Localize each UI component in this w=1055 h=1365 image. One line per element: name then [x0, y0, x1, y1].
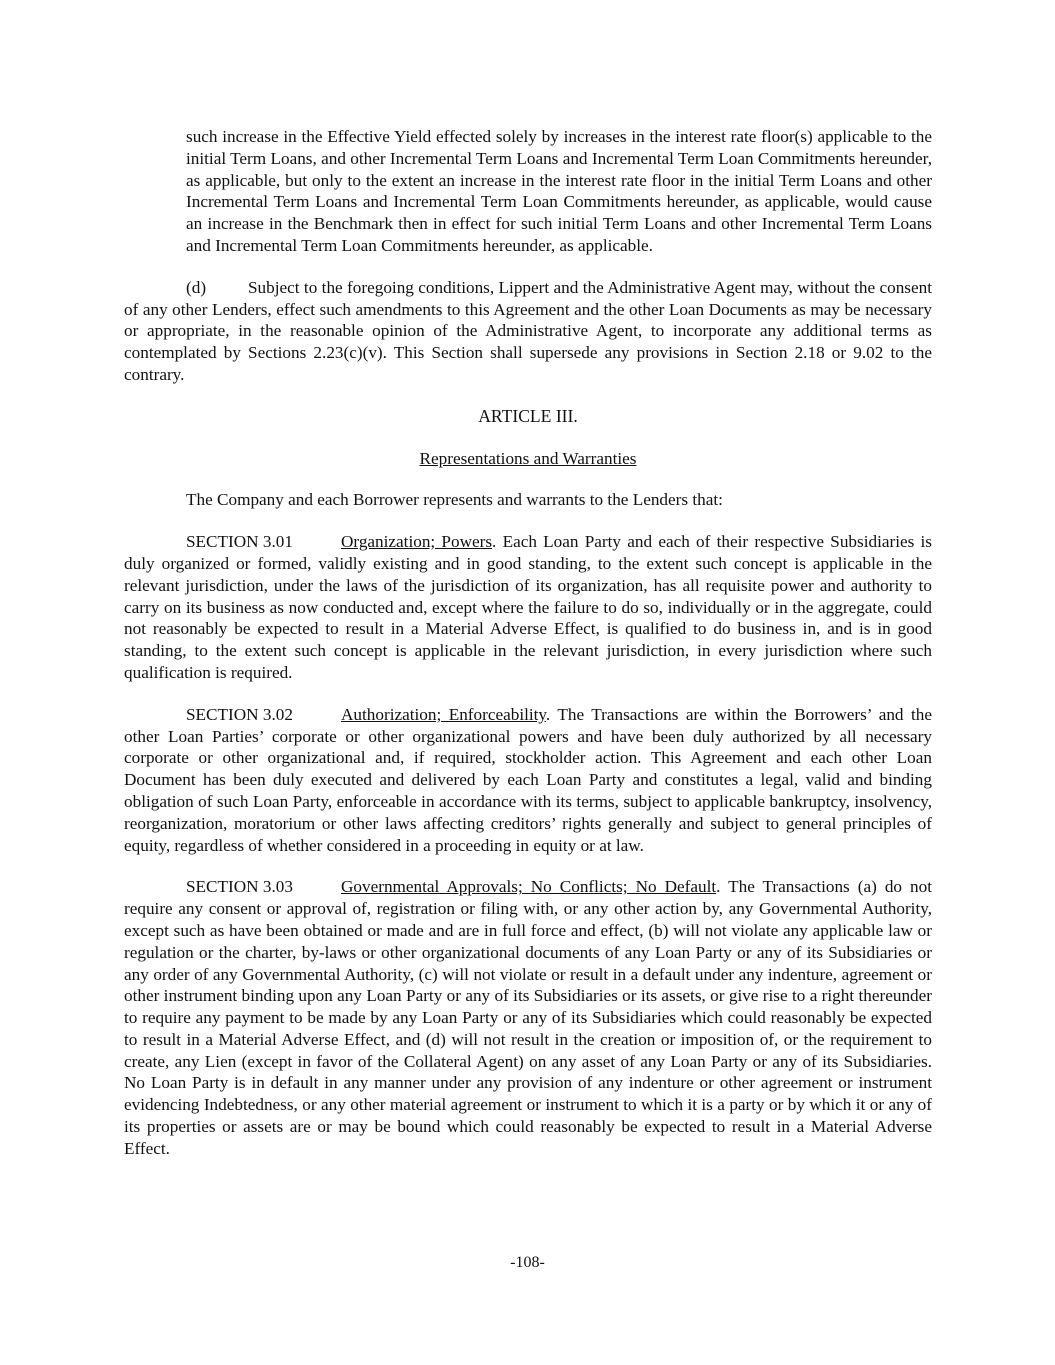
clause-d — [124, 277, 932, 386]
section-number: SECTION 3.01 — [186, 532, 293, 552]
page-number: -108- — [510, 1254, 545, 1271]
article-title: ARTICLE III. — [478, 405, 578, 426]
article-subtitle — [124, 448, 932, 470]
section-number: SECTION 3.02 — [186, 704, 293, 724]
section-text: . Each Loan Party and each of their respective Subsidiaries is duly organized or formed, validly existing and in good standing, to the extent such concept is applicable in the relevant jurisdiction, under the laws of the jurisdiction of its organization, has all requisite power and authority to carry on its business as now conducted and, except where the failure to do so, individually or in the aggregate, could not reasonably be expected to result in a Material Adverse Effect, is qualified to do business in, and is in good standing, to the extent such concept is applicable in the relevant jurisdiction, in every jurisdiction where such qualification is required. — [124, 532, 932, 682]
section-3-03 — [124, 876, 932, 1159]
continuation-paragraph: such increase in the Effective Yield effected solely by increases in the interest rate floor(s) applicable to the initial Term Loans, and other Incremental Term Loans and Incremental Term Loan Commitments hereunder, as applicable, but only to the extent an increase in the interest rate floor in the initial Term Loans and other Incremental Term Loans and Incremental Term Loan Commitments hereunder, as applicable, would cause an increase in the Benchmark then in effect for such initial Term Loans and other Incremental Term Loans and Incremental Term Loan Commitments hereunder, as applicable. — [186, 127, 932, 255]
section-text: . The Transactions (a) do not require any consent or approval of, registration or filing with, or any other action by, any Governmental Authority, except such as have been obtained or made and are in full force and effect, (b) will not violate any applicable law or regulation or the charter, by-laws or other organizational documents of any Loan Party or any of its Subsidiaries or any order of any Governmental Authority, (c) will not violate or result in a default under any indenture, agreement or other instrument binding upon any Loan Party or any of its Subsidiaries or its assets, or give rise to a right thereunder to require any payment to be made by any Loan Party or any of its Subsidiaries which could reasonably be expected to result in a Material Adverse Effect, and (d) will not result in the creation or imposition of, or the requirement to create, any Lien (except in favor of the Collateral Agent) on any asset of any Loan Party or any of its Subsidiaries. No Loan Party is in default in any manner under any provision of any indenture or other agreement or instrument evidencing Indebtedness, or any other material agreement or instrument to which it is a party or by which it or any of its properties or assets are or may be bound which could reasonably be expected to result in a Material Adverse Effect. — [124, 877, 932, 1158]
section-text: . The Transactions are within the Borrowers’ and the other Loan Parties’ corporate or other organizational powers and have been duly authorized by all necessary corporate or other organizational and, if required, stockholder action. This Agreement and each other Loan Document has been duly executed and delivered by each Loan Party and constitutes a legal, valid and binding obligation of such Loan Party, enforceable in accordance with its terms, subject to applicable bankruptcy, insolvency, reorganization, moratorium or other laws affecting creditors’ rights generally and subject to general principles of equity, regardless of whether considered in a proceeding in equity or at law. — [124, 704, 932, 855]
section-3-01 — [124, 531, 932, 684]
section-number: SECTION 3.03 — [186, 877, 293, 897]
article-subtitle-text: Representations and Warranties — [419, 448, 637, 468]
section-heading: Governmental Approvals; No Conflicts; No Default — [341, 877, 717, 897]
document-page — [124, 126, 932, 1180]
section-heading: Organization; Powers — [341, 532, 493, 552]
clause-d-label: (d) — [186, 277, 207, 297]
section-heading: Authorization; Enforceability — [341, 704, 546, 724]
clause-d-text: Subject to the foregoing conditions, Lippert and the Administrative Agent may, without the consent of any other Lenders, effect such amendments to this Agreement and the other Loan Documents as may be necessary or appropriate, in the reasonable opinion of the Administrative Agent, to incorporate any additional terms as contemplated by Sections 2.23(c)(v). This Section shall supersede any provisions in Section 2.18 or 9.02 to the contrary. — [124, 277, 932, 384]
section-3-02 — [124, 704, 932, 857]
intro-paragraph: The Company and each Borrower represents and warrants to the Lenders that: — [186, 490, 723, 510]
